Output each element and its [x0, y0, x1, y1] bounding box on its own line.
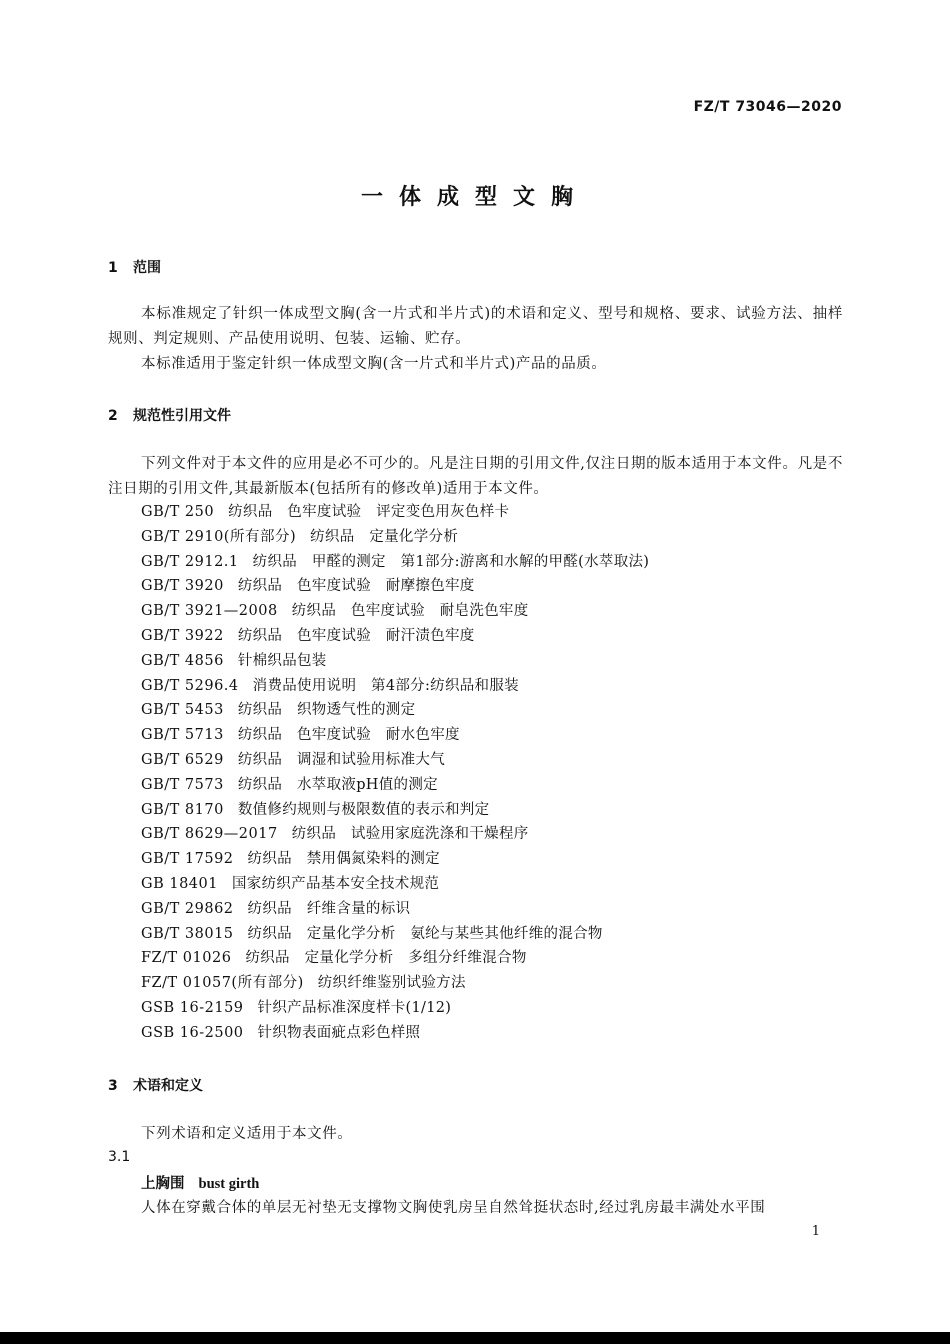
reference-title: 数值修约规则与极限数值的表示和判定 [237, 801, 490, 818]
reference-title: 针织物表面疵点彩色样照 [257, 1024, 421, 1041]
terms-intro-paragraph: 下列术语和定义适用于本文件。 [141, 1126, 353, 1142]
reference-code: GB/T 3922 [141, 627, 224, 644]
reference-title: 纺织品 织物透气性的测定 [237, 702, 416, 719]
reference-code: FZ/T 01026 [141, 950, 232, 967]
reference-item [141, 798, 649, 823]
reference-item [141, 773, 649, 798]
term-chinese: 上胸围 [141, 1175, 185, 1192]
section-title: 术语和定义 [133, 1078, 203, 1094]
reference-item [141, 1021, 649, 1046]
reference-title: 纺织品 调湿和试验用标准大气 [237, 751, 446, 768]
reference-title: 纺织品 试验用家庭洗涤和干燥程序 [291, 826, 529, 843]
reference-title: 纺织品 定量化学分析 [310, 528, 459, 545]
term-english: bust girth [198, 1176, 260, 1192]
reference-item [141, 574, 649, 599]
reference-title: 纺织品 纤维含量的标识 [247, 900, 411, 917]
reference-code: GB/T 8629—2017 [141, 826, 278, 843]
scope-paragraph-1: 本标准规定了针织一体成型文胸(含一片式和半片式)的术语和定义、型号和规格、要求、试验方法、抽样规则、判定规则、产品使用说明、包装、运输、贮存。 [108, 306, 843, 347]
document-code: FZ/T 73046—2020 [693, 99, 842, 115]
reference-item [141, 872, 649, 897]
reference-title: 纺织品 定量化学分析 多组分纤维混合物 [245, 950, 527, 967]
reference-item [141, 748, 649, 773]
reference-item [141, 996, 649, 1021]
references-intro-paragraph: 下列文件对于本文件的应用是必不可少的。凡是注日期的引用文件,仅注日期的版本适用于本文件。凡是不注日期的引用文件,其最新版本(包括所有的修改单)适用于本文件。 [108, 456, 843, 497]
reference-item [141, 971, 649, 996]
reference-title: 纺织纤维鉴别试验方法 [317, 975, 466, 992]
section-title: 规范性引用文件 [133, 408, 231, 424]
reference-code: GSB 16-2500 [141, 1024, 244, 1041]
reference-code: GB/T 6529 [141, 751, 224, 768]
reference-code: FZ/T 01057(所有部分) [141, 975, 304, 992]
reference-code: GB/T 38015 [141, 925, 234, 942]
reference-title: 消费品使用说明 第4部分:纺织品和服装 [252, 677, 519, 694]
term-entry [141, 1172, 259, 1193]
reference-title: 纺织品 色牢度试验 耐摩擦色牢度 [237, 578, 475, 595]
reference-item [141, 922, 649, 947]
reference-item [141, 897, 649, 922]
section-number: 3 [108, 1078, 118, 1094]
reference-item [141, 723, 649, 748]
reference-item [141, 599, 649, 624]
reference-code: GB/T 2912.1 [141, 553, 239, 570]
section-number: 1 [108, 260, 118, 276]
reference-item [141, 624, 649, 649]
section-title: 范围 [133, 260, 161, 276]
reference-title: 纺织品 色牢度试验 耐汗渍色牢度 [237, 627, 475, 644]
reference-item [141, 550, 649, 575]
reference-code: GB/T 250 [141, 504, 215, 520]
reference-code: GB/T 3920 [141, 578, 224, 595]
reference-title: 纺织品 甲醛的测定 第1部分:游离和水解的甲醛(水萃取法) [252, 553, 650, 570]
bottom-border [0, 1332, 950, 1344]
reference-item [141, 847, 649, 872]
reference-item [141, 946, 649, 971]
section-heading-terms-and-definitions [108, 1075, 203, 1095]
reference-code: GB 18401 [141, 875, 218, 892]
reference-item [141, 822, 649, 847]
reference-list [141, 500, 649, 1046]
reference-title: 针棉织品包装 [237, 652, 327, 669]
reference-code: GB/T 5453 [141, 702, 224, 719]
reference-item [141, 674, 649, 699]
page-number: 1 [811, 1224, 820, 1239]
reference-title: 纺织品 定量化学分析 氨纶与某些其他纤维的混合物 [247, 925, 603, 942]
reference-title: 针织产品标准深度样卡(1/12) [257, 999, 452, 1016]
section-heading-normative-references [108, 405, 231, 425]
clause-number: 3.1 [108, 1149, 131, 1165]
reference-title: 纺织品 水萃取液pH值的测定 [237, 776, 438, 793]
reference-title: 纺织品 色牢度试验 评定变色用灰色样卡 [228, 504, 510, 520]
reference-title: 纺织品 色牢度试验 耐水色牢度 [237, 727, 460, 744]
reference-item [141, 500, 649, 525]
reference-title: 纺织品 禁用偶氮染料的测定 [247, 851, 440, 868]
section-number: 2 [108, 408, 118, 424]
reference-title: 纺织品 色牢度试验 耐皂洗色牢度 [291, 603, 529, 620]
reference-title: 国家纺织产品基本安全技术规范 [231, 875, 440, 892]
document-title: 一体成型文胸 [360, 185, 589, 210]
reference-item [141, 525, 649, 550]
term-definition: 人体在穿戴合体的单层无衬垫无支撑物文胸使乳房呈自然耸挺状态时,经过乳房最丰满处水平围 [141, 1200, 766, 1216]
reference-code: GB/T 3921—2008 [141, 603, 278, 620]
section-heading-scope [108, 257, 161, 277]
reference-code: GB/T 8170 [141, 801, 224, 818]
reference-code: GB/T 5296.4 [141, 677, 239, 694]
reference-code: GB/T 4856 [141, 652, 224, 669]
reference-code: GB/T 5713 [141, 727, 224, 744]
reference-code: GB/T 29862 [141, 900, 234, 917]
reference-code: GB/T 2910(所有部分) [141, 528, 297, 545]
reference-code: GB/T 17592 [141, 851, 234, 868]
reference-code: GB/T 7573 [141, 776, 224, 793]
reference-item [141, 698, 649, 723]
reference-code: GSB 16-2159 [141, 999, 244, 1016]
scope-paragraph-2: 本标准适用于鉴定针织一体成型文胸(含一片式和半片式)产品的品质。 [141, 356, 607, 372]
reference-item [141, 649, 649, 674]
